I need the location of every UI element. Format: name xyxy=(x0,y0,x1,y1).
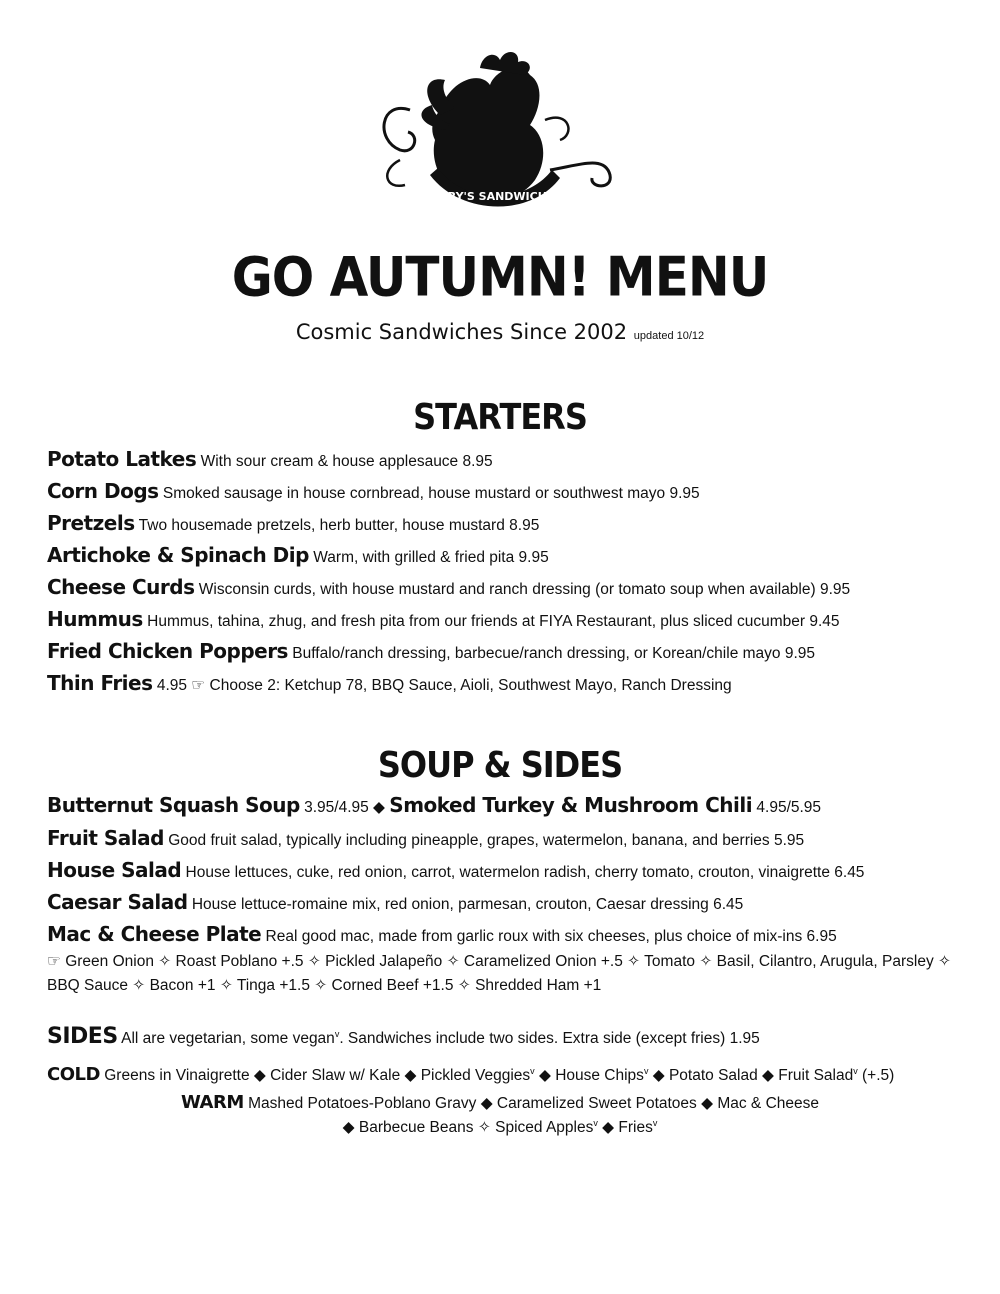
starter-item xyxy=(47,607,987,634)
item-name: Hummus xyxy=(47,607,143,631)
item-name: House Salad xyxy=(47,858,182,882)
starter-item xyxy=(47,639,987,666)
starter-item xyxy=(47,479,987,506)
item-desc: Good fruit salad, typically including pineapple, grapes, watermelon, banana, and berries 5.95 xyxy=(168,832,805,849)
vegan-mark: v xyxy=(530,1065,535,1076)
item-desc: With sour cream & house applesauce 8.95 xyxy=(200,453,493,470)
starter-item xyxy=(47,447,987,474)
updated-date: updated 10/12 xyxy=(633,330,705,342)
side-item xyxy=(47,858,987,885)
starter-item xyxy=(47,543,987,570)
side-item xyxy=(47,890,987,917)
cold-d: (+.5) xyxy=(857,1067,895,1084)
starter-item xyxy=(47,575,987,602)
side-item xyxy=(47,826,987,853)
item-desc: Hummus, tahina, zhug, and fresh pita from our friends at FIYA Restaurant, plus sliced cucumber 9.45 xyxy=(147,613,840,630)
cold-sides xyxy=(47,1064,987,1085)
vegan-mark: v xyxy=(853,1065,858,1076)
warm-sides-continued xyxy=(0,1118,1000,1137)
starter-item xyxy=(47,511,987,538)
last-b: ◆ Fries xyxy=(597,1119,653,1137)
warm-label: WARM xyxy=(181,1092,244,1113)
item-desc: House lettuce-romaine mix, red onion, parmesan, crouton, Caesar dressing 6.45 xyxy=(191,896,744,913)
cold-label: COLD xyxy=(47,1064,100,1085)
mac-mixins-list: ☞ Green Onion ✧ Roast Poblano +.5 ✧ Pickled Jalapeño ✧ Caramelized Onion +.5 ✧ Tomato ✧ Basil, Cilantro, Arugula, Parsley ✧ BBQ Sauce ✧ Bacon +1 ✧ Tinga +1.5 ✧ Corned Beef +1.5 ✧ Shredded Ham +1 xyxy=(47,953,952,994)
soup-price: 3.95/4.95 ◆ xyxy=(304,799,385,816)
tagline: Cosmic Sandwiches Since 2002 xyxy=(295,320,628,344)
item-name: Fried Chicken Poppers xyxy=(47,639,288,663)
item-desc: Smoked sausage in house cornbread, house mustard or southwest mayo 9.95 xyxy=(162,485,700,502)
last-a: ◆ Barbecue Beans ✧ Spiced Apples xyxy=(342,1119,594,1137)
item-desc: Wisconsin curds, with house mustard and ranch dressing (or tomato soup when available) 9.95 xyxy=(198,581,851,598)
item-name: Corn Dogs xyxy=(47,479,159,503)
sides-intro xyxy=(47,1024,987,1049)
chili-name: Smoked Turkey & Mushroom Chili xyxy=(389,793,753,817)
soup-sides-heading: SOUP & SIDES xyxy=(377,744,623,786)
starters-heading: STARTERS xyxy=(413,396,587,438)
item-desc: Warm, with grilled & fried pita 9.95 xyxy=(313,549,549,566)
item-name: Cheese Curds xyxy=(47,575,195,599)
item-name: Mac & Cheese Plate xyxy=(47,922,262,946)
rooster-logo-icon xyxy=(370,40,620,220)
sides-desc-b: . Sandwiches include two sides. Extra side (except fries) 1.95 xyxy=(339,1030,760,1047)
item-name: Artichoke & Spinach Dip xyxy=(47,543,309,567)
item-name: Potato Latkes xyxy=(47,447,197,471)
sides-desc-a: All are vegetarian, some vegan xyxy=(121,1030,335,1047)
starter-item xyxy=(47,671,987,698)
menu-title: GO AUTUMN! MENU xyxy=(231,245,769,309)
item-name: Pretzels xyxy=(47,511,135,535)
soup-name: Butternut Squash Soup xyxy=(47,793,300,817)
item-name: Caesar Salad xyxy=(47,890,188,914)
item-desc: Buffalo/ranch dressing, barbecue/ranch dressing, or Korean/chile mayo 9.95 xyxy=(292,645,815,662)
item-desc: House lettuces, cuke, red onion, carrot, watermelon radish, cherry tomato, crouton, vinaigrette 6.45 xyxy=(185,864,865,881)
soup-line xyxy=(47,793,987,820)
item-name: Thin Fries xyxy=(47,671,153,695)
item-name: Fruit Salad xyxy=(47,826,164,850)
vegan-mark: v xyxy=(652,1118,658,1128)
warm-items: Mashed Potatoes-Poblano Gravy ◆ Caramelized Sweet Potatoes ◆ Mac & Cheese xyxy=(248,1095,819,1112)
cold-b: ◆ House Chips xyxy=(534,1067,644,1084)
warm-sides xyxy=(0,1092,1000,1113)
chili-price: 4.95/5.95 xyxy=(756,799,822,816)
vegan-mark: v xyxy=(334,1028,340,1039)
cold-a: Greens in Vinaigrette ◆ Cider Slaw w/ Kale ◆ Pickled Veggies xyxy=(104,1067,531,1084)
item-desc: Two housemade pretzels, herb butter, house mustard 8.95 xyxy=(138,517,540,534)
item-desc: 4.95 ☞ Choose 2: Ketchup 78, BBQ Sauce, Aioli, Southwest Mayo, Ranch Dressing xyxy=(156,677,732,694)
logo-text: JERRY'S SANDWICHES xyxy=(427,190,563,203)
vegan-mark: v xyxy=(643,1065,649,1076)
cold-c: ◆ Potato Salad ◆ Fruit Salad xyxy=(648,1067,854,1084)
side-item xyxy=(47,922,987,949)
menu-subtitle xyxy=(0,320,1000,344)
sides-label: SIDES xyxy=(47,1024,118,1049)
vegan-mark: v xyxy=(593,1118,598,1128)
item-desc: Real good mac, made from garlic roux with six cheeses, plus choice of mix-ins 6.95 xyxy=(265,928,837,945)
